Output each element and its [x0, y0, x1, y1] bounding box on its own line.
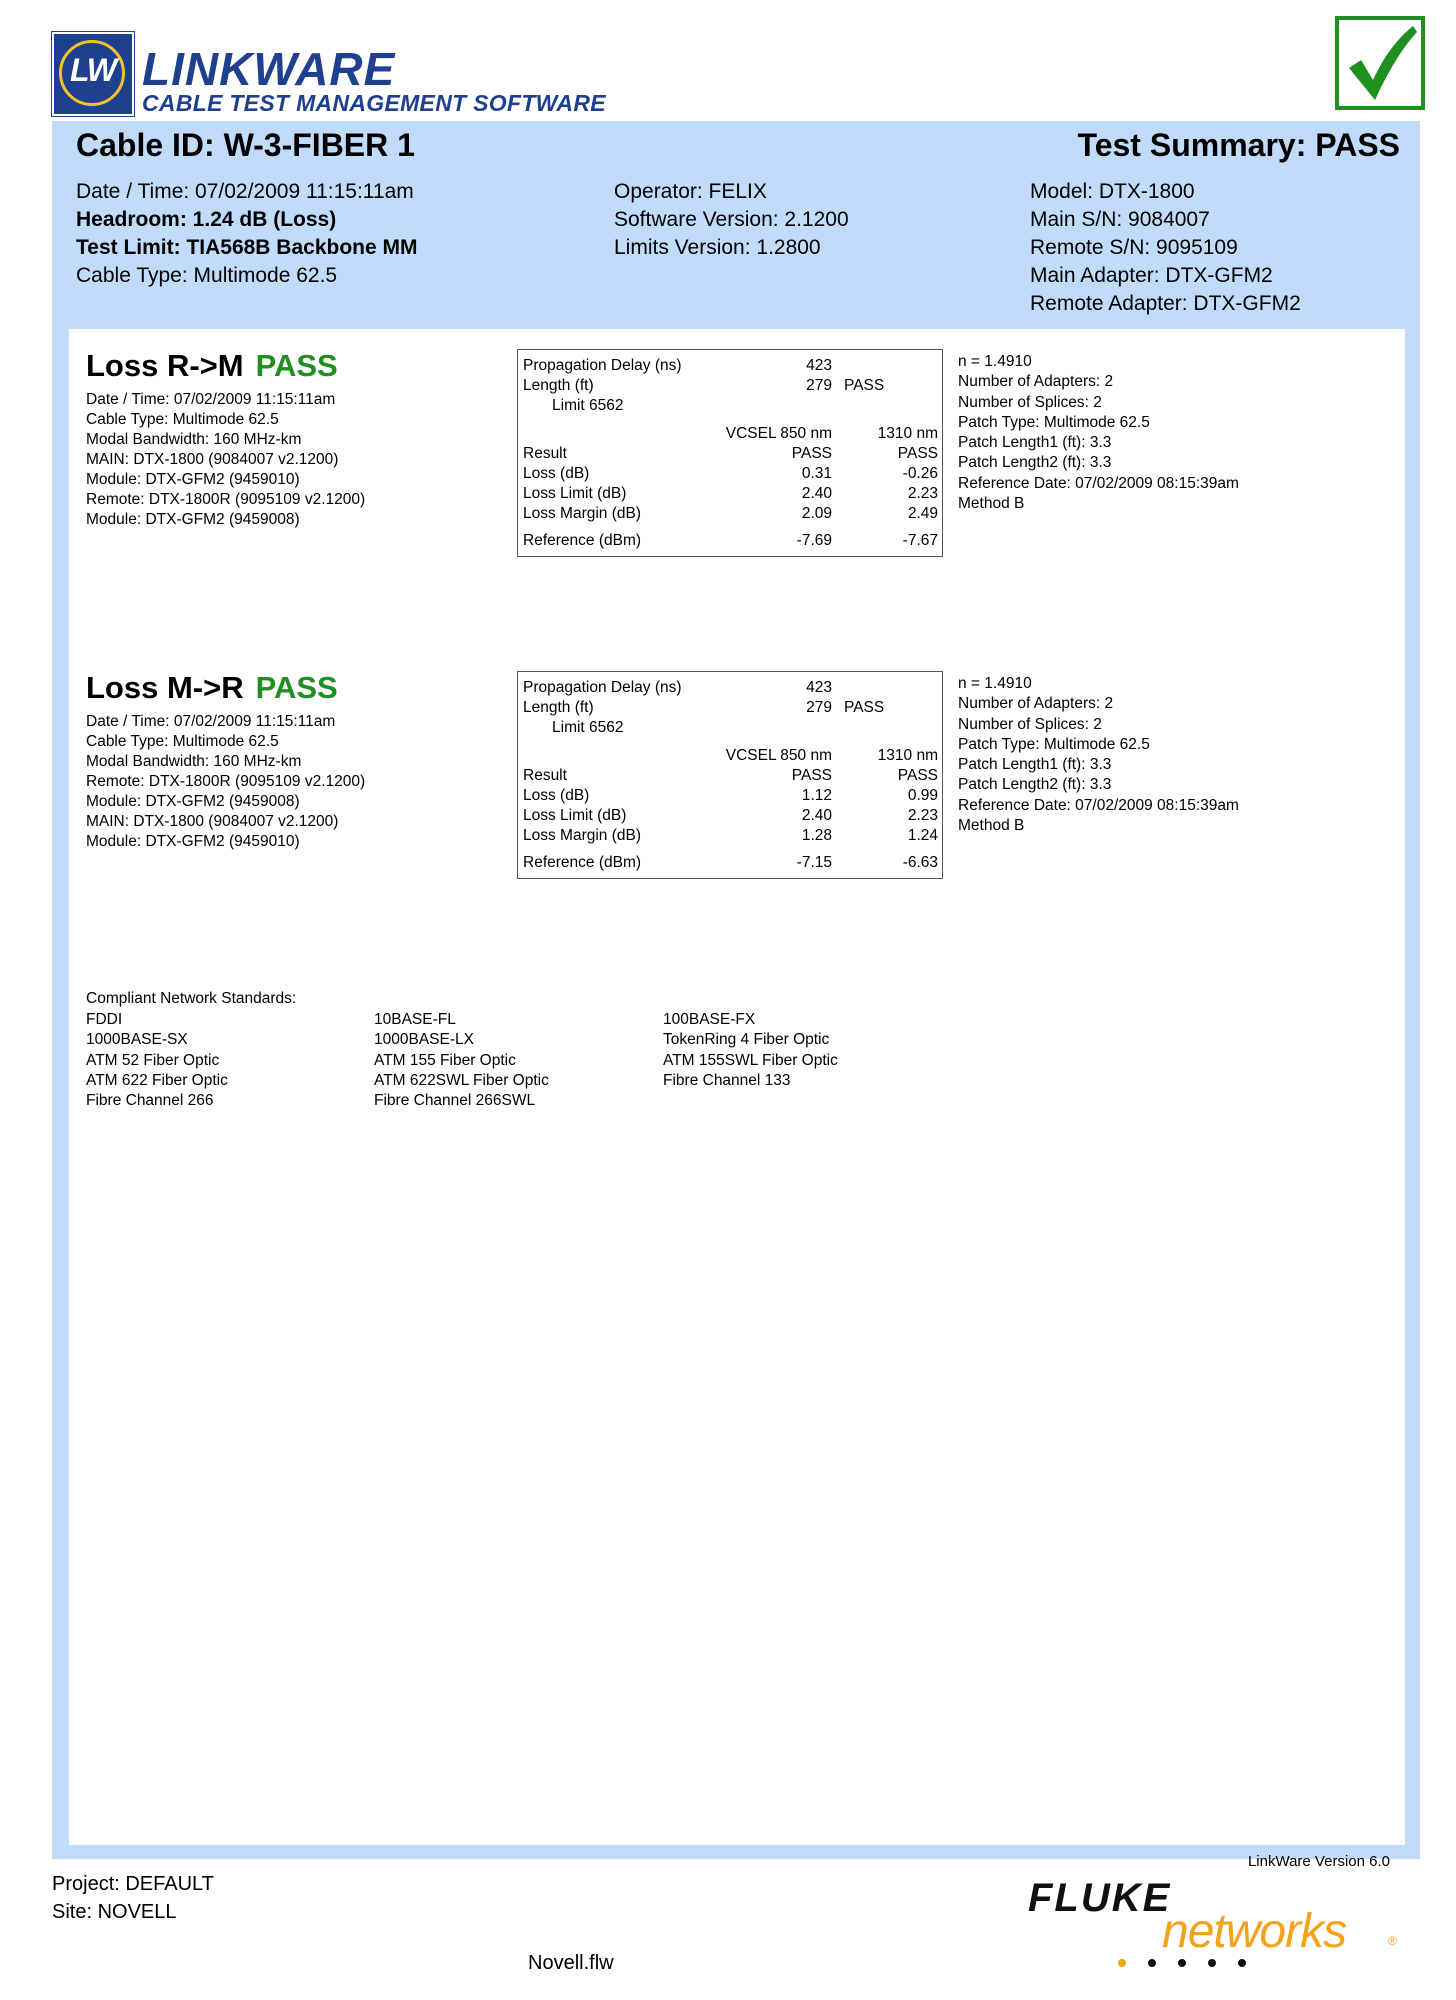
param-line: Patch Length1 (ft): 3.3 [958, 756, 1112, 774]
header-software-version: Software Version: 2.1200 [614, 208, 849, 231]
info-line: Remote: DTX-1800R (9095109 v2.1200) [86, 491, 366, 508]
frame-left [52, 329, 69, 1859]
row-value-850: 0.31 [801, 465, 832, 482]
row-value-850: 2.09 [801, 505, 832, 522]
length-label: Length (ft) [523, 699, 594, 716]
row-value-850: -7.15 [796, 854, 832, 871]
param-line: Number of Splices: 2 [958, 715, 1102, 733]
row-value-1310: -0.26 [902, 465, 938, 482]
info-line: Module: DTX-GFM2 (9459008) [86, 511, 300, 528]
standard-item: ATM 622SWL Fiber Optic [374, 1071, 549, 1089]
results-table [517, 671, 943, 879]
row-value-850: 1.28 [801, 827, 832, 844]
col-header-850: VCSEL 850 nm [725, 747, 832, 764]
standard-item: 1000BASE-LX [374, 1031, 474, 1049]
row-label: Loss Limit (dB) [523, 485, 627, 502]
param-line: Reference Date: 07/02/2009 08:15:39am [958, 474, 1239, 492]
checkmark-icon [1335, 16, 1425, 110]
prop-delay-value: 423 [806, 679, 832, 696]
frame-right [1405, 329, 1420, 1859]
standards-column [86, 1010, 228, 1111]
standard-item: 1000BASE-SX [86, 1031, 188, 1049]
row-label: Result [523, 767, 567, 784]
param-line: Patch Type: Multimode 62.5 [958, 735, 1150, 753]
header-info-col1 [76, 178, 418, 290]
linkware-version: LinkWare Version 6.0 [1247, 1853, 1390, 1870]
test-parameters [958, 352, 1239, 514]
standards-column [663, 1010, 838, 1091]
networks-logo-text: networks [1162, 1905, 1347, 1958]
header-limits-version: Limits Version: 1.2800 [614, 236, 821, 259]
file-name: Novell.flw [528, 1952, 614, 1974]
info-line: Modal Bandwidth: 160 MHz-km [86, 431, 302, 448]
row-label: Loss (dB) [523, 465, 590, 482]
standard-item: ATM 155SWL Fiber Optic [663, 1051, 838, 1069]
col-header-1310: 1310 nm [877, 425, 938, 442]
info-line: Module: DTX-GFM2 (9459010) [86, 471, 300, 488]
param-line: Patch Type: Multimode 62.5 [958, 413, 1150, 431]
registered-mark: ® [1388, 1934, 1397, 1948]
standard-item: TokenRing 4 Fiber Optic [663, 1031, 830, 1049]
test-name: Loss R->M [86, 348, 244, 383]
row-label: Loss Margin (dB) [523, 505, 642, 522]
row-value-850: PASS [791, 767, 832, 784]
row-value-1310: PASS [897, 445, 938, 462]
test-status: PASS [255, 348, 338, 383]
header-remote-adapter: Remote Adapter: DTX-GFM2 [1030, 292, 1301, 315]
header-model: Model: DTX-1800 [1030, 180, 1195, 203]
header-operator: Operator: FELIX [614, 180, 767, 203]
standard-item: FDDI [86, 1011, 123, 1028]
cable-id-title: Cable ID: W-3-FIBER 1 [76, 127, 415, 163]
header-main-adapter: Main Adapter: DTX-GFM2 [1030, 264, 1273, 287]
header-remote-sn: Remote S/N: 9095109 [1030, 236, 1238, 259]
project-name: Project: DEFAULT [52, 1873, 214, 1895]
linkware-logo-badge [52, 32, 134, 116]
test-title [86, 670, 338, 706]
standard-item: ATM 155 Fiber Optic [374, 1051, 516, 1069]
info-line: Module: DTX-GFM2 (9459008) [86, 793, 300, 810]
standard-item: 10BASE-FL [374, 1011, 456, 1028]
param-line: Method B [958, 495, 1025, 513]
length-status: PASS [844, 699, 885, 716]
param-line: Patch Length1 (ft): 3.3 [958, 434, 1112, 452]
length-value: 279 [806, 699, 832, 716]
row-value-1310: 2.23 [907, 485, 938, 502]
param-line: Number of Adapters: 2 [958, 695, 1114, 713]
project-site-info [52, 1870, 214, 1926]
standards-column [374, 1010, 549, 1111]
row-value-1310: -7.67 [902, 532, 938, 549]
param-line: Method B [958, 817, 1025, 835]
info-line: MAIN: DTX-1800 (9084007 v2.1200) [86, 451, 339, 468]
header-test-limit: Test Limit: TIA568B Backbone MM [76, 236, 418, 259]
info-line: MAIN: DTX-1800 (9084007 v2.1200) [86, 813, 339, 830]
header-info-col2 [614, 178, 849, 262]
test-info [86, 712, 365, 852]
standard-item: Fibre Channel 133 [663, 1071, 791, 1089]
length-limit: Limit 6562 [552, 397, 624, 414]
row-label: Result [523, 445, 567, 462]
row-value-1310: 0.99 [907, 787, 938, 804]
test-parameters [958, 674, 1239, 836]
logo-name: LINKWARE [142, 43, 396, 95]
info-line: Modal Bandwidth: 160 MHz-km [86, 753, 302, 770]
row-value-850: -7.69 [796, 532, 832, 549]
test-summary-title: Test Summary: PASS [1077, 127, 1400, 163]
prop-delay-label: Propagation Delay (ns) [523, 357, 682, 374]
row-value-1310: PASS [897, 767, 938, 784]
param-line: n = 1.4910 [958, 353, 1032, 370]
col-header-1310: 1310 nm [877, 747, 938, 764]
length-limit: Limit 6562 [552, 719, 624, 736]
length-status: PASS [844, 377, 885, 394]
logo-dots-icon [1118, 1954, 1268, 1966]
row-value-1310: -6.63 [902, 854, 938, 871]
standards-heading: Compliant Network Standards: [86, 990, 297, 1007]
row-value-1310: 1.24 [907, 827, 938, 844]
row-value-850: PASS [791, 445, 832, 462]
logo-tagline: CABLE TEST MANAGEMENT SOFTWARE [142, 90, 606, 116]
site-name: Site: NOVELL [52, 1901, 177, 1923]
info-line: Date / Time: 07/02/2009 11:15:11am [86, 713, 336, 730]
header-date: Date / Time: 07/02/2009 11:15:11am [76, 180, 414, 203]
info-line: Remote: DTX-1800R (9095109 v2.1200) [86, 773, 366, 790]
standard-item: ATM 622 Fiber Optic [86, 1071, 228, 1089]
row-label: Loss Limit (dB) [523, 807, 627, 824]
row-label: Reference (dBm) [523, 532, 642, 549]
length-label: Length (ft) [523, 377, 594, 394]
length-value: 279 [806, 377, 832, 394]
standard-item: 100BASE-FX [663, 1011, 756, 1028]
info-line: Cable Type: Multimode 62.5 [86, 733, 279, 750]
row-value-1310: 2.49 [907, 505, 938, 522]
test-status: PASS [255, 670, 338, 705]
fluke-logo-text: FLUKE [1028, 1876, 1172, 1920]
row-label: Loss (dB) [523, 787, 590, 804]
test-name: Loss M->R [86, 670, 244, 705]
param-line: Reference Date: 07/02/2009 08:15:39am [958, 796, 1239, 814]
param-line: Patch Length2 (ft): 3.3 [958, 454, 1112, 472]
info-line: Module: DTX-GFM2 (9459010) [86, 833, 300, 850]
standard-item: Fibre Channel 266 [86, 1092, 214, 1110]
standard-item: ATM 52 Fiber Optic [86, 1051, 220, 1069]
standard-item: Fibre Channel 266SWL [374, 1092, 536, 1110]
frame-bottom [52, 1845, 1420, 1859]
col-header-850: VCSEL 850 nm [725, 425, 832, 442]
header-info-col3 [1030, 178, 1301, 318]
info-line: Cable Type: Multimode 62.5 [86, 411, 279, 428]
param-line: Number of Splices: 2 [958, 393, 1102, 411]
header-main-sn: Main S/N: 9084007 [1030, 208, 1210, 231]
prop-delay-label: Propagation Delay (ns) [523, 679, 682, 696]
test-info [86, 390, 365, 530]
row-value-850: 2.40 [801, 485, 832, 502]
info-line: Date / Time: 07/02/2009 11:15:11am [86, 391, 336, 408]
row-label: Loss Margin (dB) [523, 827, 642, 844]
logo-badge-text: LW [70, 52, 116, 88]
param-line: n = 1.4910 [958, 675, 1032, 692]
param-line: Number of Adapters: 2 [958, 373, 1114, 391]
results-table [517, 349, 943, 557]
header-cable-type: Cable Type: Multimode 62.5 [76, 264, 338, 287]
row-value-850: 1.12 [801, 787, 832, 804]
prop-delay-value: 423 [806, 357, 832, 374]
row-value-850: 2.40 [801, 807, 832, 824]
test-title [86, 348, 338, 384]
row-value-1310: 2.23 [907, 807, 938, 824]
param-line: Patch Length2 (ft): 3.3 [958, 776, 1112, 794]
header-headroom: Headroom: 1.24 dB (Loss) [76, 208, 337, 231]
row-label: Reference (dBm) [523, 854, 642, 871]
